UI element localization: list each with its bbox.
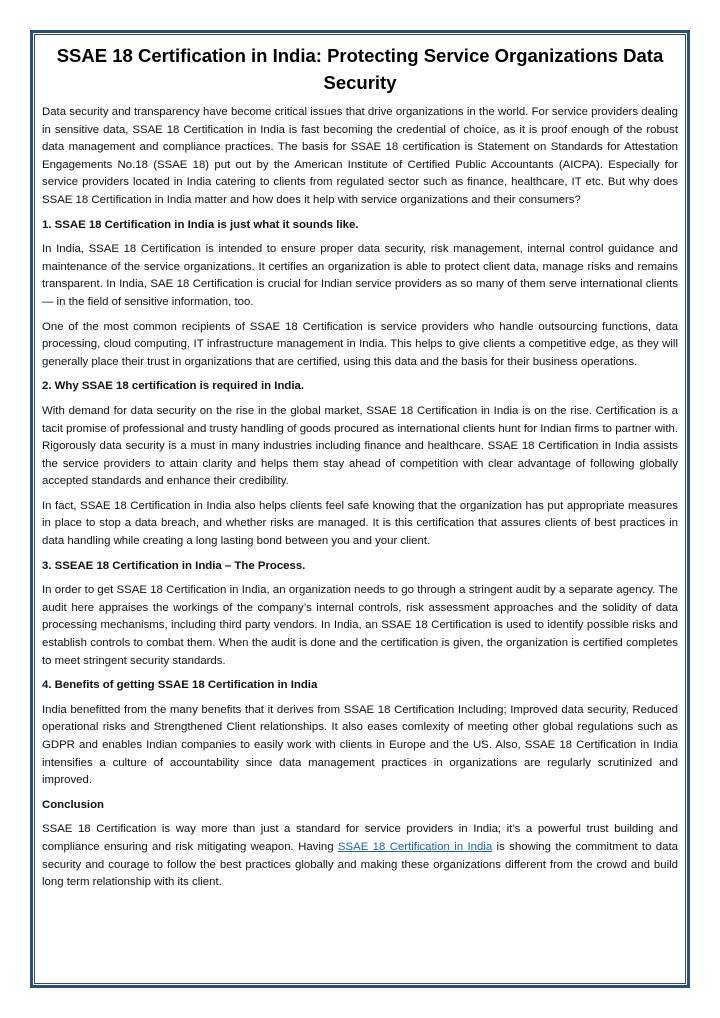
conclusion-heading: Conclusion [42, 798, 105, 811]
document-title: SSAE 18 Certification in India: Protecting Service Organizations Data Security [56, 45, 664, 93]
section-4-paragraph-1: India benefitted from the many benefits that it derives from SSAE 18 Certification Including; Improved data security, Reduced operational risks and Strengthened Client relationships. It also eases comlexity of meeting other global regulations such as GDPR and enables Indian companies to easily work with clients in Europe and the US. Also, SSAE 18 Certification in India intensifies a culture of accountability since data management practices in organizations are regularly scrutinized and improved. [42, 703, 678, 787]
section-1-heading: 1. SSAE 18 Certification in India is just what it sounds like. [42, 218, 359, 231]
section-3-paragraph-1: In order to get SSAE 18 Certification in India, an organization needs to go through a stringent audit by a separate agency. The audit here appraises the workings of the company’s internal controls, risk assessment approaches and the solidity of data processing mechanisms, including third party vendors. In India, an SSAE 18 Certification is used to identify possible risks and establish controls to combat them. When the audit is done and the certification is given, the organization is certified completes to meet stringent security standards. [42, 584, 678, 667]
ssae-18-certification-link[interactable]: SSAE 18 Certification in India [337, 840, 493, 853]
section-1-paragraph-1: In India, SSAE 18 Certification is intended to ensure proper data security, risk management, internal control guidance and maintenance of the service organizations. It certifies an organization is able to protect client data, manage risks and remains transparent. In India, SAE 18 Certification is crucial for Indian service providers as so many of them serve international clients — in the field of sensitive information, too. [42, 243, 678, 308]
section-1-paragraph-2: One of the most common recipients of SSAE 18 Certification is service providers who handle outsourcing functions, data processing, cloud computing, IT infrastructure management in India. This helps to give clients a competitive edge, as they will generally place their trust in organizations that are certified, using this data and the basis for their business operations. [42, 320, 678, 368]
conclusion-text-after-link: is showing the commitment to data security and courage to follow the best practices globally and making these organizations different from the crowd and build long term relationship with its client. [42, 840, 678, 889]
section-2-paragraph-1: With demand for data security on the rise in the global market, SSAE 18 Certification in India is on the rise. Certification is a tacit promise of professional and trusty handling of goods procured as international clients hunt for Indian firms to partner with. Rigorously data security is a must in many industries including finance and healthcare. SSAE 18 Certification in India assists the service providers to attain clarity and helps them stay ahead of competition with clear advantage of following globally accepted standards and enhance their credibility. [42, 404, 678, 488]
conclusion-paragraph [42, 821, 678, 891]
section-2-heading: 2. Why SSAE 18 certification is required in India. [42, 380, 305, 393]
section-2-paragraph-2: In fact, SSAE 18 Certification in India also helps clients feel safe knowing that the organization has put appropriate measures in place to stop a data breach, and whether risks are managed. It is this certification that assures clients of best practices in data handling while creating a long lasting bond between you and your client. [42, 499, 678, 548]
intro-paragraph: Data security and transparency have become critical issues that drive organizations in the world. For service providers dealing in sensitive data, SSAE 18 Certification in India is fast becoming the credential of choice, as it is proof enough of the robust data management and compliance practices. The basis for SSAE 18 certification is Statement on Standards for Attestation Engagements No.18 (SSAE 18) put out by the American Institute of Certified Public Accountants (AICPA). Especially for service providers located in India catering to clients from regulated sector such as finance, healthcare, IT etc. But why does SSAE 18 Certification in India matter and how does it help with service organizations and their consumers? [42, 106, 678, 206]
section-4-heading: 4. Benefits of getting SSAE 18 Certification in India [42, 679, 318, 692]
section-3-heading: 3. SSEAE 18 Certification in India – The Process. [42, 559, 306, 572]
document-body [42, 42, 678, 899]
conclusion-text-before-link: SSAE 18 Certification is way more than just a standard for service providers in India; it’s a powerful trust building and compliance ensuring and risk mitigating weapon. Having [42, 823, 678, 853]
